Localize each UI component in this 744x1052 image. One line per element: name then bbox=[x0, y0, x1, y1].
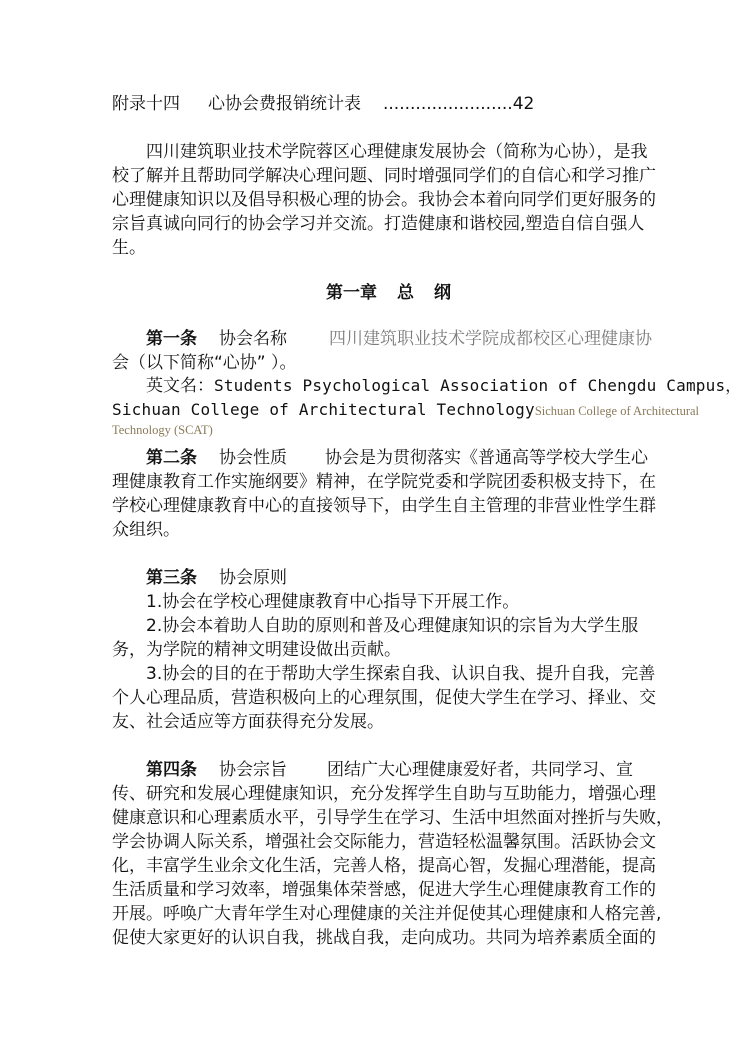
article1-line bbox=[146, 327, 652, 351]
article1-en-small: Sichuan College of Architectural bbox=[534, 404, 699, 418]
article4-line: 促使大家更好的认识自我，挑战自我，走向成功。共同为培养素质全面的 bbox=[112, 928, 656, 948]
article1-topic: 协会名称 bbox=[219, 329, 287, 349]
article4-text: 团结广大心理健康爱好者，共同学习、宣 bbox=[327, 760, 633, 780]
article3-line: 1.协会在学校心理健康教育中心指导下开展工作。 bbox=[146, 592, 520, 612]
article4-line: 开展。呼唤广大青年学生对心理健康的关注并促使其心理健康和人格完善, bbox=[112, 904, 662, 924]
article4-line: 生活质量和学习效率，增强集体荣誉感，促进大学生心理健康教育工作的 bbox=[112, 880, 656, 900]
intro-line: 四川建筑职业技术学院蓉区心理健康发展协会（简称为心协），是我 bbox=[146, 142, 648, 162]
article3-line: 3.协会的目的在于帮助大学生探索自我、认识自我、提升自我，完善 bbox=[146, 664, 656, 684]
article4-line bbox=[146, 758, 633, 782]
article3-heading bbox=[146, 566, 287, 590]
article4-line: 学会协调人际关系，增强社会交际能力，营造轻松温馨氛围。活跃协会文 bbox=[112, 832, 656, 852]
article2-line: 众组织。 bbox=[112, 520, 180, 540]
intro-line: 宗旨真诚向同行的协会学习并交流。打造健康和谐校园,塑造自信自强人 bbox=[112, 214, 645, 234]
article4-line: 健康意识和心理素质水平，引导学生在学习、生活中坦然面对挫折与失败， bbox=[112, 808, 673, 828]
intro-line: 心理健康知识以及倡导积极心理的协会。我协会本着向同学们更好服务的 bbox=[112, 190, 656, 210]
article4-label: 第四条 bbox=[146, 760, 197, 780]
article4-topic: 协会宗旨 bbox=[219, 760, 287, 780]
intro-line: 生。 bbox=[112, 238, 146, 258]
article2-line: 学校心理健康教育中心的直接领导下，由学生自主管理的非营业性学生群 bbox=[112, 496, 656, 516]
article3-line: 友、社会适应等方面获得充分发展。 bbox=[112, 712, 384, 732]
chapter-heading bbox=[326, 281, 451, 305]
article4-line: 化，丰富学生业余文化生活，完善人格，提高心智，发掘心理潜能，提高 bbox=[112, 856, 656, 876]
toc-entry-title: 心协会费报销统计表 bbox=[208, 94, 361, 114]
toc-page-number: 42 bbox=[512, 94, 535, 114]
article3-line: 个人心理品质，营造积极向上的心理氛围，促使大学生在学习、择业、交 bbox=[112, 688, 656, 708]
article2-line bbox=[146, 446, 648, 470]
article4-line: 传、研究和发展心理健康知识，充分发挥学生自助与互助能力，增强心理 bbox=[112, 784, 656, 804]
article2-text: 协会是为贯彻落实《普通高等学校大学生心 bbox=[325, 448, 648, 468]
article1-en-name: Students Psychological Association of Chengdu Campus， bbox=[214, 376, 742, 395]
article1-value-cont: 会（以下简称“心协” ）。 bbox=[112, 353, 297, 373]
chapter-title: 第一章 bbox=[326, 283, 377, 303]
article2-line: 理健康教育工作实施纲要》精神，在学院党委和学院团委积极支持下，在 bbox=[112, 472, 656, 492]
article1-en-small-cont: Technology (SCAT) bbox=[112, 423, 213, 437]
intro-line: 校了解并且帮助同学解决心理问题、同时增强同学们的自信心和学习推广 bbox=[112, 166, 656, 186]
toc-entry[interactable] bbox=[112, 92, 534, 116]
article2-label: 第二条 bbox=[146, 448, 197, 468]
chapter-subtitle-b: 纲 bbox=[434, 283, 451, 303]
article3-line: 务，为学院的精神文明建设做出贡献。 bbox=[112, 640, 401, 660]
article1-value: 四川建筑职业技术学院成都校区心理健康协 bbox=[329, 329, 652, 349]
article2-topic: 协会性质 bbox=[219, 448, 287, 468]
toc-leader-dots: ........................ bbox=[383, 94, 513, 114]
article1-label: 第一条 bbox=[146, 329, 197, 349]
article1-en-label: 英文名： bbox=[146, 376, 214, 396]
chapter-subtitle-a: 总 bbox=[397, 283, 414, 303]
toc-entry-label: 附录十四 bbox=[112, 94, 180, 114]
article3-topic: 协会原则 bbox=[219, 568, 287, 588]
article1-en-line bbox=[146, 374, 742, 398]
article1-en-name-cont: Sichuan College of Architectural Technology bbox=[112, 400, 535, 419]
article3-line: 2.协会本着助人自助的原则和普及心理健康知识的宗旨为大学生服 bbox=[146, 616, 639, 636]
article3-label: 第三条 bbox=[146, 568, 197, 588]
